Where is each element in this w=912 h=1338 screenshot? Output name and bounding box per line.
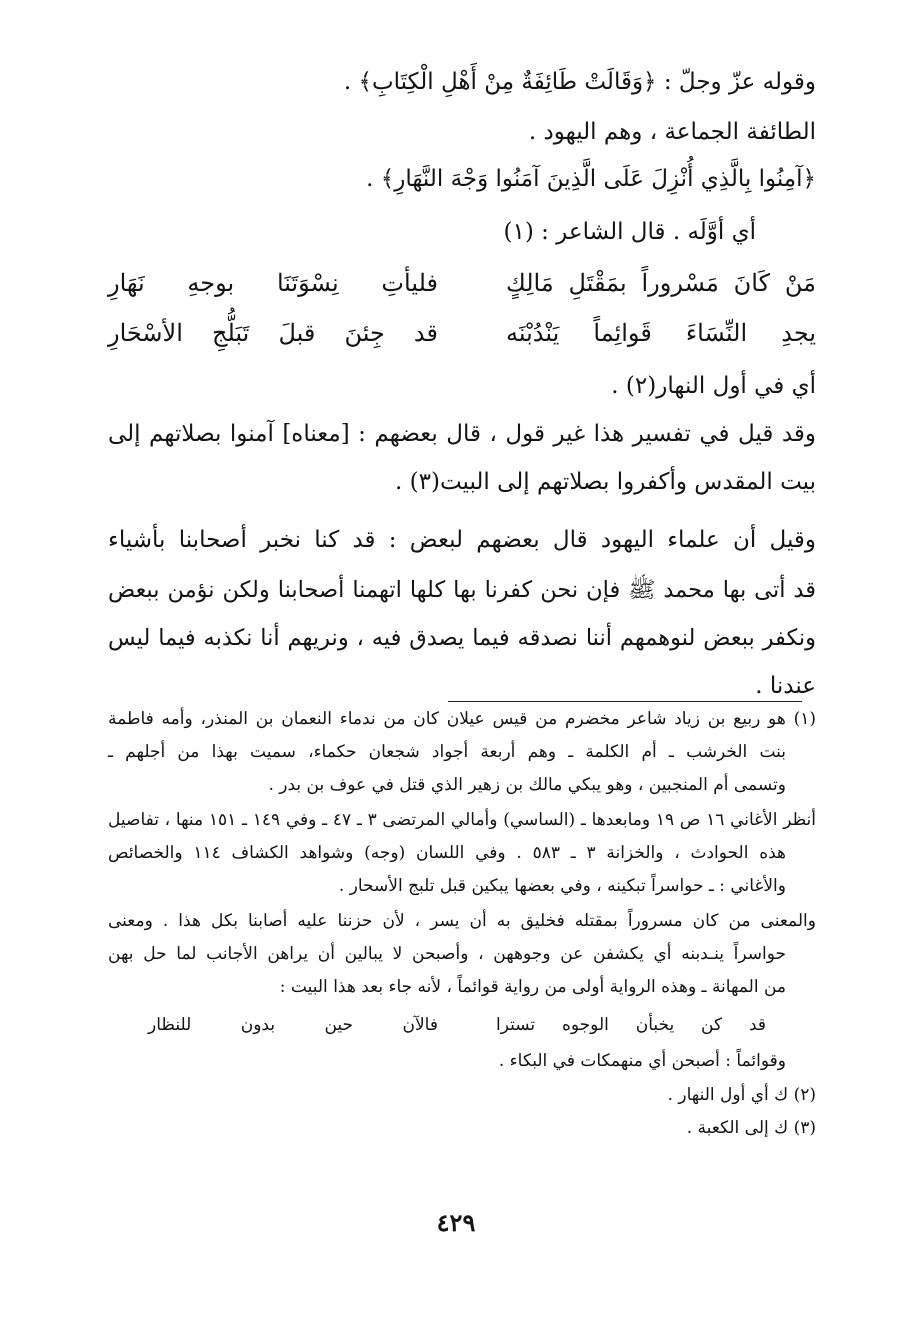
- page-number: ٤٢٩: [436, 1208, 476, 1237]
- footnote-verse-second-hemistich: فالآن حين بدون للنظار: [148, 1015, 438, 1035]
- footnote-1-line-2: بنت الخرشب ـ أم الكلمة ـ وهم أربعة أجواد شجعان حكماء، سميت بهذا من أجلهم ـ: [108, 742, 786, 762]
- poem-verse-1-second-hemistich: فليأتِ نِسْوَتَنَا بوجهِ نَهَارِ: [108, 269, 438, 297]
- text-line-poet-intro: أي أوَّلَه . قال الشاعر : (١): [503, 219, 756, 245]
- footnote-1-line-5: هذه الحوادث ، والخزانة ٣ ـ ٥٨٣ . وفي اللسان (وجه) وشواهد الكشاف ١١٤ والخصائص: [108, 843, 786, 863]
- paragraph-2-line-4: عندنا .: [755, 673, 816, 699]
- footnote-1-line-10: وقوائماً : أصبحن أي منهمكات في البكاء .: [498, 1051, 786, 1071]
- footnote-1-line-8: حواسراً ينـدبنه أي يكشفن عن وجوههن ، وأصبحن لا يبالين أن يراهن الأجانب لما حل بهن: [108, 944, 786, 964]
- footnote-verse-first-hemistich: قد كن يخبأن الوجوه تسترا: [496, 1015, 766, 1035]
- footnote-2: (٢) ك أي أول النهار .: [667, 1085, 816, 1105]
- poem-verse-2-first-hemistich: يجدِ النِّسَاءَ قَوائِماً يَنْدُبْنَه: [506, 319, 816, 347]
- footnote-separator: [448, 701, 802, 702]
- text-line-definition: الطائفة الجماعة ، وهم اليهود .: [528, 119, 816, 145]
- text-line-quote-verse-2: ﴿آمِنُوا بِالَّذِي أُنْزِلَ عَلَى الَّذِينَ آمَنُوا وَجْهَ النَّهَارِ﴾ .: [366, 166, 816, 192]
- footnote-1-line-3: وتسمى أم المنجبين ، وهو يبكي مالك بن زهير الذي قتل في عوف بن بدر .: [268, 775, 786, 795]
- poem-verse-1-first-hemistich: مَنْ كَانَ مَسْروراً بمَقْتَلِ مَالِكٍ: [506, 269, 816, 297]
- footnote-1-line-6: والأغاني : ـ حواسراً تبكينه ، وفي بعضها يبكين قبل تلبج الأسحار .: [338, 876, 786, 896]
- paragraph-1-line-2: بيت المقدس وأكفروا بصلاتهم إلى البيت(٣) .: [395, 469, 816, 495]
- footnote-1-line-4: أنظر الأغاني ١٦ ص ١٩ ومابعدها ـ (الساسي) وأمالي المرتضى ٣ ـ ٤٧ ـ وفي ١٤٩ ـ ١٥١ منها ، تفاصيل: [108, 810, 816, 830]
- paragraph-2-line-2: قد أتى بها محمد ﷺ فإن نحن كفرنا بها كلها اتهمنا أصحابنا ولكن نؤمن ببعض: [108, 577, 816, 603]
- paragraph-2-line-1: وقيل أن علماء اليهود قال بعضهم لبعض : قد كنا نخبر أصحابنا بأشياء: [108, 527, 816, 553]
- poem-verse-2-second-hemistich: قد جِئنَ قبلَ تَبَلُّجِ الأسْحَارِ: [108, 319, 438, 347]
- footnote-3: (٣) ك إلى الكعبة .: [686, 1118, 816, 1138]
- footnote-1-line-1: (١) هو ربيع بن زياد شاعر مخضرم من قيس عيلان كان من ندماء النعمان بن المنذر، وأمه فاطمة: [108, 709, 816, 729]
- footnote-1-line-7: والمعنى من كان مسروراً بمقتله فخليق به أن يسر ، لأن حزننا عليه أصابنا بكل هذا . ومعنى: [108, 911, 816, 931]
- footnote-1-line-9: من المهانة ـ وهذه الرواية أولى من رواية قوائماً ، لأنه جاء بعد هذا البيت :: [279, 977, 786, 997]
- paragraph-2-line-3: ونكفر ببعض لنوهمهم أننا نصدقه فيما يصدق فيه ، ونريهم أنا نكذبه فيما ليس: [108, 625, 816, 651]
- text-line-meaning: أي في أول النهار(٢) .: [611, 373, 816, 399]
- text-line-quote-verse: وقوله عزّ وجلّ : ﴿وَقَالَتْ طَائِفَةٌ مِنْ أَهْلِ الْكِتَابِ﴾ .: [343, 69, 816, 95]
- paragraph-1-line-1: وقد قيل في تفسير هذا غير قول ، قال بعضهم : [معناه] آمنوا بصلاتهم إلى: [108, 421, 816, 447]
